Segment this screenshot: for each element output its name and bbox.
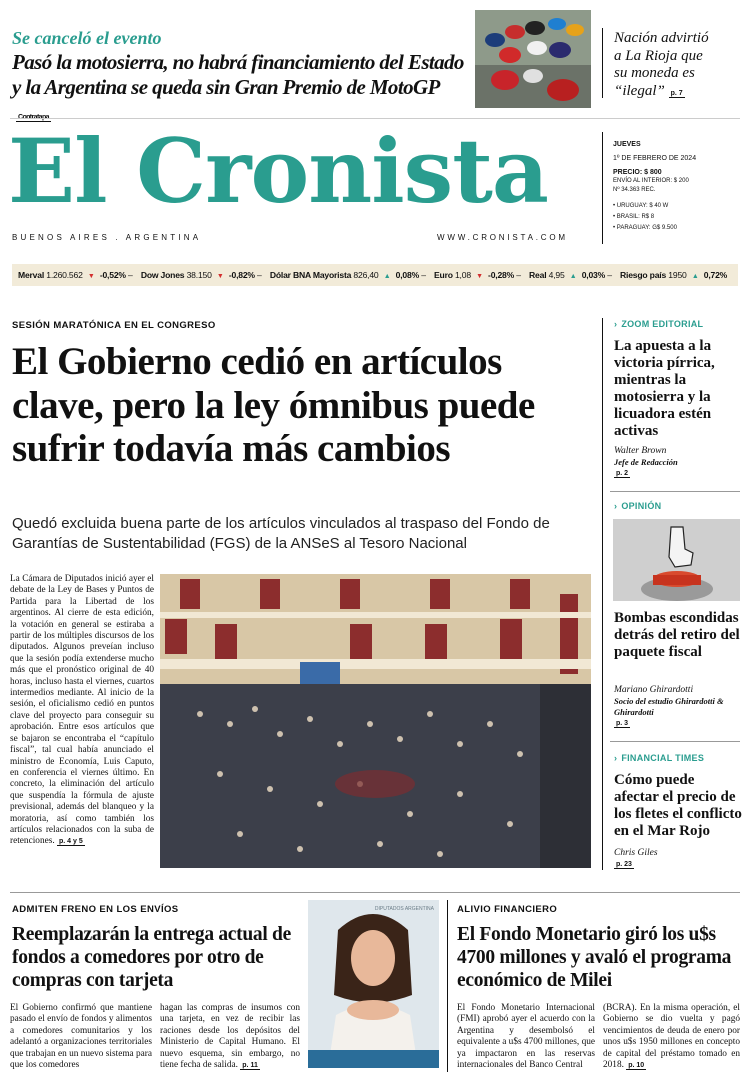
ft-section[interactable]: › FINANCIAL TIMES — [614, 753, 704, 763]
top-teaser-headline-text: Pasó la motosierra, no habrá financiamiento del Estado y la Argentina se queda sin Gran Premio de MotoGP — [12, 50, 464, 99]
ticker-separator: – — [514, 270, 524, 280]
comedores-headline[interactable]: Reemplazarán la entrega actual de fondos a comedores por otro de compras con tarjeta — [12, 924, 291, 991]
comedores-col1: El Gobierno confirmó que mantiene pasado el envío de fondos y alimentos a comedores comunitarios y los adelantó a organizaciones territoriales que trabajan en un nuevo sistema para que los comedores — [10, 1003, 153, 1071]
ticker-item — [141, 270, 267, 280]
ticker-item — [620, 270, 730, 280]
ticker-item — [529, 270, 617, 280]
zoom-role: Jefe de Redacción — [614, 457, 678, 467]
ticker-item — [18, 270, 138, 280]
ticker-value: 4,95 — [548, 270, 565, 280]
pettovello-photo[interactable] — [308, 900, 439, 1068]
edition-date: 1º DE FEBRERO DE 2024 — [613, 155, 697, 162]
main-headline[interactable]: El Gobierno cedió en artículos clave, pero la ley ómnibus puede sufrir todavía más cambios — [12, 340, 535, 470]
la-rioja-page: p. 7 — [670, 89, 683, 97]
main-kicker: SESIÓN MARATÓNICA EN EL CONGRESO — [12, 320, 216, 331]
zoom-page: p. 2 — [616, 470, 629, 477]
edition-price: PRECIO: $ 800 — [613, 169, 662, 176]
main-body-text: La Cámara de Diputados inició ayer el debate de la Ley de Bases y Puntos de Partida para la Libertad de los argentinos. Al cierre de esta edición, la votación en general se estiraba a partir de los múltiples discursos de los diputados. Algunos preveían incluso que la sesión podía extenderse mucho más que el pronóstico original de 40 horas, incluso hasta el viernes, cuartos intermedios mediante. Al inicio de la sesión, el oficialismo cedió en puntos clave del proyecto para conseguir su aprobación. Entre esos artículos que se bajaron se encontraba el “capítulo fiscal”, tal cual había anunciado el ministro de Economía, Luis Caputo, en conferencia el viernes último. En concreto, la eliminación del artículo que suspendía la fórmula de ajuste previsional, además del blanqueo y la moratoria, así como también los artículos relacionados con la suba de retenciones. — [10, 574, 154, 847]
opinion-headline[interactable]: Bombas escondidas detrás del retiro del paquete fiscal — [614, 610, 740, 660]
arrow-down-icon: ▼ — [87, 273, 95, 280]
arrow-down-icon: ▼ — [476, 273, 483, 280]
edition-interior: ENVÍO AL INTERIOR: $ 200 — [613, 178, 689, 184]
fmi-kicker: ALIVIO FINANCIERO — [457, 904, 558, 915]
ticker-change: 0,03% — [581, 270, 606, 280]
ticker-value: 1,08 — [454, 270, 471, 280]
main-page: p. 4 y 5 — [58, 838, 83, 846]
ticker-name: Dow Jones — [140, 270, 185, 280]
zoom-byline — [614, 446, 742, 479]
ticker-value: 1950 — [668, 270, 687, 280]
congress-photo[interactable] — [160, 574, 591, 868]
ticker-name: Riesgo país — [620, 270, 667, 280]
ticker-separator: – — [605, 270, 615, 280]
ticker-name: Real — [529, 270, 547, 280]
edition-day: JUEVES — [613, 141, 641, 148]
fmi-page: p. 10 — [628, 1062, 645, 1070]
masthead-logo[interactable]: El Cronista — [8, 119, 548, 223]
fmi-col2-text: (BCRA). En la misma operación, el Gobierno se dio vuelta y pagó vencimientos de deuda de enero por unos u$s 1950 millones en concepto de capital del préstamo tomado en 2018. — [603, 1003, 740, 1071]
ticker-change: -0,52% — [99, 270, 126, 280]
masthead-location: BUENOS AIRES . ARGENTINA — [12, 233, 202, 242]
arrow-up-icon: ▲ — [569, 273, 577, 280]
ticker-change: -0,28% — [488, 270, 515, 280]
edition-info — [613, 140, 743, 234]
fmi-col2 — [603, 1003, 740, 1071]
ticker-value: 826,40 — [353, 270, 379, 280]
ft-author: Chris Giles — [614, 848, 658, 858]
ticker-separator: – — [254, 270, 264, 280]
main-body — [10, 574, 154, 848]
ticker-item — [434, 270, 526, 280]
arrow-up-icon: ▲ — [383, 273, 391, 280]
ticker-item — [270, 270, 431, 280]
motogp-photo[interactable] — [475, 10, 591, 108]
ticker-value: 1.260.562 — [46, 270, 83, 280]
ticker-separator: – — [125, 270, 135, 280]
masthead-website[interactable]: WWW.CRONISTA.COM — [437, 233, 568, 242]
ticker-change: 0,72% — [703, 270, 728, 280]
la-rioja-teaser-text: Nación advirtió a La Rioja que su moneda es “ilegal” — [614, 30, 709, 99]
ft-headline[interactable]: Cómo puede afectar el precio de los fletes el conflicto en el Mar Rojo — [614, 772, 742, 839]
la-rioja-teaser[interactable] — [614, 30, 709, 102]
arrow-up-icon: ▲ — [691, 273, 699, 280]
opinion-page: p. 3 — [616, 720, 629, 727]
price-brasil: • BRASIL: R$ 8 — [613, 214, 655, 220]
ticker-name: Euro — [433, 270, 453, 280]
ticker-change: -0,82% — [228, 270, 255, 280]
ft-byline — [614, 848, 742, 870]
fmi-col1: El Fondo Monetario Internacional (FMI) aprobó ayer el acuerdo con la Argentina y desembolsó el equivalente a u$s 4700 millones, que ya impactaron en las reservas internacionales del Banco Central — [457, 1003, 595, 1071]
opinion-illustration — [613, 519, 740, 601]
comedores-kicker: ADMITEN FRENO EN LOS ENVÍOS — [12, 904, 179, 915]
ticker-name: Dólar BNA Mayorista — [269, 270, 352, 280]
zoom-headline[interactable]: La apuesta a la victoria pírrica, mientras la motosierra y la licuadora estén activas — [614, 338, 715, 439]
zoom-section[interactable]: › ZOOM EDITORIAL — [614, 319, 703, 329]
zoom-author: Walter Brown — [614, 446, 667, 456]
ticker-value: 38.150 — [186, 270, 212, 280]
comedores-col2-text: hagan las compras de insumos con una tarjeta, en vez de recibir las raciones desde los depósitos del Ministerio de Capital Humano. El nuevo esquema, sin embargo, no tiene fecha de salida. — [160, 1003, 300, 1071]
edition-number: Nº 34.363 REC. — [613, 187, 656, 193]
main-deck: Quedó excluida buena parte de los artículos vinculados al traspaso del Fondo de Garantías de Sustentabilidad (FGS) de la ANSeS al Tesoro Nacional — [12, 515, 550, 552]
ticker-separator: – — [419, 270, 428, 280]
opinion-author: Mariano Ghirardotti — [614, 685, 694, 695]
comedores-col2 — [160, 1003, 300, 1071]
diputados-sign: DIPUTADOS ARGENTINA — [374, 906, 434, 912]
ticker-change: 0,08% — [395, 270, 420, 280]
opinion-role: Socio del estudio Ghirardotti & Ghirardotti — [614, 696, 724, 717]
opinion-byline — [614, 685, 742, 729]
comedores-page: p. 11 — [242, 1062, 258, 1070]
fmi-headline[interactable]: El Fondo Monetario giró los u$s 4700 millones y avaló el programa económico de Milei — [457, 924, 732, 991]
price-paraguay: • PARAGUAY: G$ 9.500 — [613, 225, 677, 231]
arrow-down-icon: ▼ — [216, 273, 224, 280]
market-ticker — [12, 264, 738, 286]
top-teaser-kicker: Se canceló el evento — [12, 28, 162, 48]
ticker-name: Merval — [18, 270, 45, 280]
ft-page: p. 23 — [616, 861, 632, 868]
price-uruguay: • URUGUAY: $ 40 W — [613, 203, 669, 209]
opinion-section[interactable]: › OPINIÓN — [614, 501, 661, 511]
